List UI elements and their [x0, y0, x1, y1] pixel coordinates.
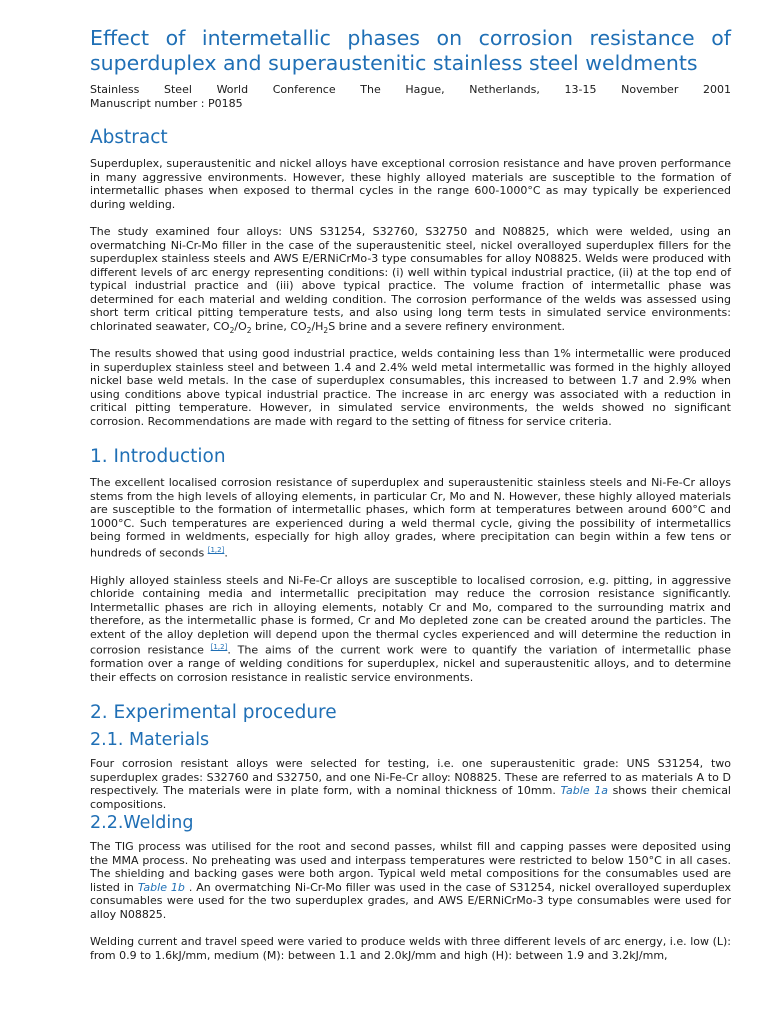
introduction-heading: 1. Introduction	[90, 446, 226, 467]
introduction-paragraph-1: The excellent localised corrosion resistance of superduplex and superaustenitic stainless steels and Ni-Fe-Cr alloys stems from the high levels of alloying elements, in particular Cr, Mo and N. However, these highly alloyed materials are susceptible to the formation of intermetallic phases, which form at temperatures between around 600°C and 1000°C. Such temperatures are experienced during a weld thermal cycle, giving the possibility of intermetallics being formed in weldments, especially for high alloy grades, where precipitation can begin within a few tens or hundreds of seconds [1,2].	[90, 476, 731, 560]
materials-paragraph: Four corrosion resistant alloys were selected for testing, i.e. one superaustenitic grade: UNS S31254, two superduplex grades: S32760 and S32750, and one Ni-Fe-Cr alloy: N08825. These are referred to as materials A to D respectively. The materials were in plate form, with a nominal thickness of 10mm. Table 1a shows their chemical compositions.	[90, 757, 731, 811]
paper-title: Effect of intermetallic phases on corrosion resistance of superduplex and superaustenitic stainless steel weldments	[90, 26, 731, 75]
paper-page	[90, 26, 731, 962]
citation-link[interactable]: [1,2]	[210, 643, 228, 652]
manuscript-number: Manuscript number : P0185	[90, 96, 243, 110]
materials-heading: 2.1. Materials	[90, 730, 210, 751]
introduction-paragraph-2: Highly alloyed stainless steels and Ni-Fe-Cr alloys are susceptible to localised corrosion, e.g. pitting, in aggressive chloride containing media and intermetallic precipitation may reduce the corrosion resistance significantly. Intermetallic phases are rich in alloying elements, notably Cr and Mo, compared to the surrounding matrix and therefore, as the intermetallic phase is formed, Cr and Mo depleted zone can be created around the particles. The extent of the alloy depletion will depend upon the thermal cycles experienced and will determine the reduction in corrosion resistance [1,2]. The aims of the current work were to quantify the variation of intermetallic phase formation over a range of welding conditions for superduplex, nickel and superaustenitic alloys, and to determine their effects on corrosion resistance in realistic service environments.	[90, 573, 731, 684]
welding-heading: 2.2.Welding	[90, 813, 194, 834]
abstract-heading: Abstract	[90, 127, 168, 148]
abstract-paragraph-2: The study examined four alloys: UNS S31254, S32760, S32750 and N08825, which were welded, using an overmatching Ni-Cr-Mo filler in the case of the superaustenitic steel, nickel overalloyed superduplex fillers for the superduplex stainless steels and AWS E/ERNiCrMo-3 type consumables for alloy N08825. Welds were produced with different levels of arc energy representing conditions: (i) well within typical industrial practice, (ii) at the top end of typical industrial practice and (iii) above typical practice. The volume fraction of intermetallic phase was determined for each material and welding condition. The corrosion performance of the welds was assessed using short term critical pitting temperature tests, and also using long term tests in simulated service environments: chlorinated seawater, $CO_2/O_2$ brine, $CO_2/H_2S$ brine and a severe refinery environment.	[90, 225, 731, 335]
conference-line: Stainless Steel World Conference The Hague, Netherlands, 13-15 November 2001	[90, 83, 732, 96]
abstract-paragraph-1: Superduplex, superaustenitic and nickel alloys have exceptional corrosion resistance and have proven performance in many aggressive environments. However, these highly alloyed materials are susceptible to the formation of intermetallic phases when exposed to thermal cycles in the range 600-1000°C as may typically be experienced during welding.	[90, 157, 731, 211]
welding-paragraph-2: Welding current and travel speed were varied to produce welds with three different levels of arc energy, i.e. low (L): from 0.9 to 1.6kJ/mm, medium (M): between 1.1 and 2.0kJ/mm and high (H): between 1.9 and 3.2kJ/mm,	[90, 935, 731, 962]
abstract-paragraph-3: The results showed that using good industrial practice, welds containing less than 1% intermetallic were produced in superduplex stainless steel and between 1.4 and 2.4% weld metal intermetallic was formed in the highly alloyed nickel base weld metals. In the case of superduplex consumables, this increased to between 1.7 and 2.9% when using conditions above typical industrial practice. The increase in arc energy was associated with a reduction in critical pitting temperature. However, in simulated service environments, the welds showed no significant corrosion. Recommendations are made with regard to the setting of fitness for service criteria.	[90, 347, 731, 428]
table-1a-link[interactable]: Table 1a	[560, 784, 608, 798]
conference-info	[90, 83, 731, 110]
table-1b-link[interactable]: Table 1b	[137, 880, 185, 894]
experimental-heading: 2. Experimental procedure	[90, 702, 337, 724]
citation-link[interactable]: [1,2]	[207, 545, 225, 554]
welding-paragraph-1: The TIG process was utilised for the root and second passes, whilst fill and capping passes were deposited using the MMA process. No preheating was used and interpass temperatures were restricted to below 150°C in all cases. The shielding and backing gases were both argon. Typical weld metal compositions for the consumables used are listed in Table 1b . An overmatching Ni-Cr-Mo filler was used in the case of S31254, nickel overalloyed superduplex consumables were used for the two superduplex grades, and AWS E/ERNiCrMo-3 type consumables were used for alloy N08825.	[90, 840, 731, 921]
